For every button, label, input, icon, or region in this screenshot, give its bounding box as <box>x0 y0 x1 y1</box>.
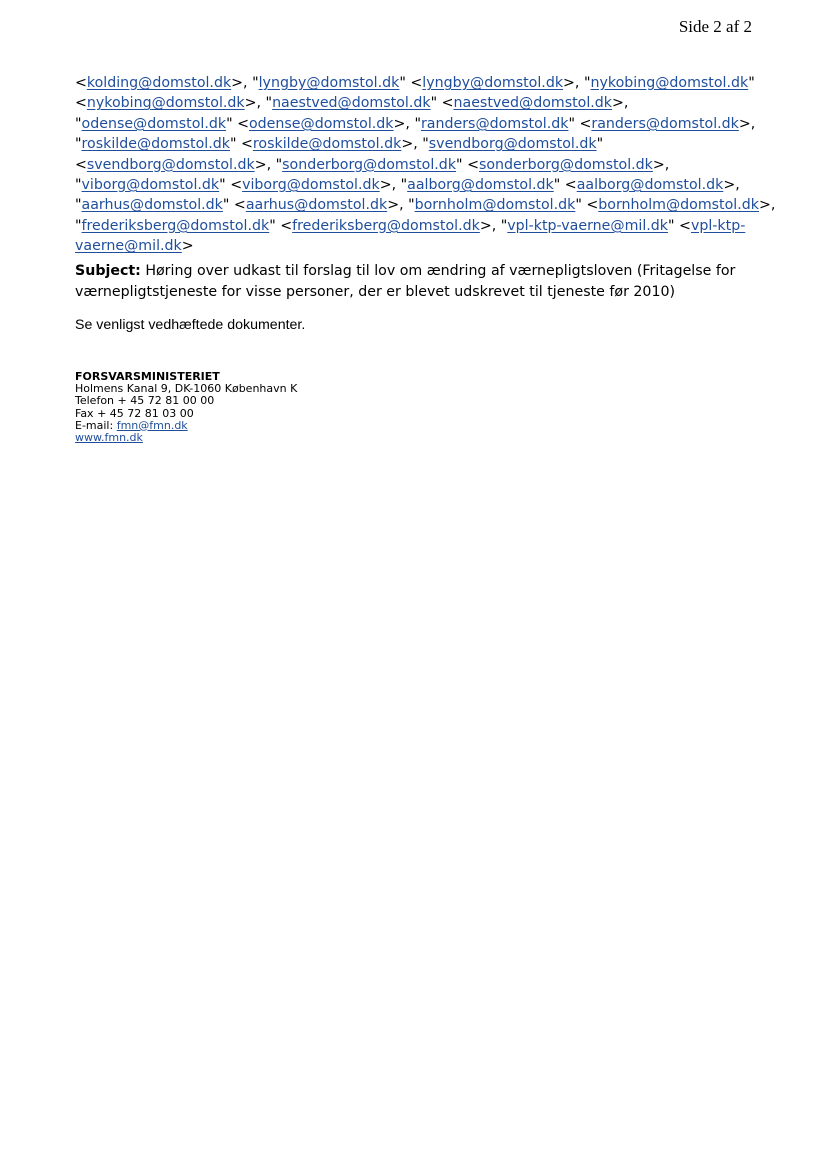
recipient-punctuation: " < <box>568 115 592 132</box>
email-link[interactable]: svendborg@domstol.dk <box>428 136 597 153</box>
email-link[interactable]: odense@domstol.dk <box>249 115 394 132</box>
recipient-punctuation: >, <box>723 176 740 193</box>
email-link[interactable]: frederiksberg@domstol.dk <box>81 217 270 234</box>
recipient-punctuation: " < <box>222 197 246 214</box>
signature-phone: Telefon + 45 72 81 00 00 <box>75 394 215 408</box>
signature-fax: Fax + 45 72 81 03 00 <box>75 406 194 420</box>
email-link[interactable]: vpl-ktp- <box>690 217 746 234</box>
recipient-punctuation: >, " <box>393 115 421 132</box>
recipient-punctuation: > <box>181 238 194 255</box>
email-link[interactable]: viborg@domstol.dk <box>242 176 380 193</box>
recipient-punctuation: >, " <box>254 156 283 173</box>
recipient-line <box>75 155 775 175</box>
page-number: Side 2 af 2 <box>678 17 752 36</box>
recipient-punctuation: " < <box>229 136 253 153</box>
recipient-punctuation: >, " <box>379 176 408 193</box>
recipient-punctuation: >, " <box>244 95 273 112</box>
email-link[interactable]: frederiksberg@domstol.dk <box>292 217 480 234</box>
recipient-punctuation: >, " <box>387 197 415 214</box>
recipient-line <box>75 93 775 113</box>
recipient-punctuation: >, " <box>401 136 429 153</box>
recipient-punctuation: " <box>75 136 82 153</box>
email-link[interactable]: randers@domstol.dk <box>420 115 569 132</box>
subject-text-1: Høring over udkast til forslag til lov om ændring af værnepligtsloven (Fritagelse for <box>140 263 736 279</box>
recipient-punctuation: " < <box>269 217 293 234</box>
subject-text-2: værnepligtstjeneste for visse personer, der er blevet udskrevet til tjeneste før 2010) <box>75 284 676 300</box>
subject-label: Subject: <box>75 263 141 279</box>
email-link[interactable]: odense@domstol.dk <box>81 115 227 132</box>
recipient-punctuation: " <box>596 136 604 153</box>
email-link[interactable]: sonderborg@domstol.dk <box>478 156 653 173</box>
email-link[interactable]: sonderborg@domstol.dk <box>282 156 457 173</box>
signature-block <box>75 371 297 444</box>
recipient-punctuation: >, <box>738 115 756 132</box>
email-link[interactable]: vaerne@mil.dk <box>75 238 182 255</box>
email-link[interactable]: lyngby@domstol.dk <box>258 75 400 91</box>
email-link[interactable]: randers@domstol.dk <box>591 115 739 132</box>
signature-email-link[interactable]: fmn@fmn.dk <box>116 418 188 432</box>
email-link[interactable]: bornholm@domstol.dk <box>598 197 759 214</box>
recipients-list <box>75 73 775 257</box>
email-link[interactable]: aalborg@domstol.dk <box>576 176 724 193</box>
recipient-line <box>75 216 775 236</box>
recipient-line <box>75 73 775 93</box>
recipient-punctuation: " < <box>219 176 243 193</box>
subject-line-1 <box>75 261 775 282</box>
signature-email-label: E-mail: <box>75 418 117 432</box>
email-link[interactable]: nykobing@domstol.dk <box>590 75 749 91</box>
recipient-punctuation: >, <box>652 156 670 173</box>
email-link[interactable]: naestved@domstol.dk <box>272 95 431 112</box>
recipient-punctuation: < <box>75 95 87 112</box>
email-link[interactable]: vpl-ktp-vaerne@mil.dk <box>507 217 669 234</box>
email-link[interactable]: kolding@domstol.dk <box>86 75 232 91</box>
recipient-punctuation: " < <box>668 217 691 234</box>
signature-address: Holmens Kanal 9, DK-1060 København K <box>75 382 298 396</box>
email-link[interactable]: nykobing@domstol.dk <box>86 95 245 112</box>
recipient-punctuation: " <box>748 75 755 91</box>
recipient-line <box>75 114 775 134</box>
email-link[interactable]: roskilde@domstol.dk <box>252 136 402 153</box>
recipient-punctuation: < <box>75 156 87 173</box>
recipient-punctuation: " < <box>553 176 577 193</box>
email-link[interactable]: roskilde@domstol.dk <box>81 136 230 153</box>
email-link[interactable]: naestved@domstol.dk <box>453 95 613 112</box>
recipient-punctuation: " <box>75 115 82 132</box>
email-link[interactable]: aarhus@domstol.dk <box>81 197 223 214</box>
email-link[interactable]: bornholm@domstol.dk <box>414 197 576 214</box>
recipient-punctuation: " < <box>430 95 454 112</box>
recipient-punctuation: " < <box>226 115 249 132</box>
recipient-punctuation: >, " <box>231 75 259 91</box>
recipient-line <box>75 195 775 215</box>
signature-org: FORSVARSMINISTERIET <box>75 370 220 383</box>
signature-website-line <box>75 432 297 444</box>
recipient-punctuation: " <box>75 197 82 214</box>
recipient-punctuation: " <box>75 217 82 234</box>
email-link[interactable]: lyngby@domstol.dk <box>422 75 564 91</box>
recipient-punctuation: >, <box>758 197 776 214</box>
recipient-punctuation: < <box>75 75 87 91</box>
email-link[interactable]: aalborg@domstol.dk <box>407 176 554 193</box>
recipient-line <box>75 236 775 256</box>
recipient-punctuation: " <box>75 176 82 193</box>
subject-block <box>75 261 775 303</box>
email-link[interactable]: viborg@domstol.dk <box>81 176 220 193</box>
signature-website-link[interactable]: www.fmn.dk <box>75 431 143 445</box>
recipient-punctuation: >, " <box>479 217 508 234</box>
recipient-punctuation: " < <box>456 156 479 173</box>
recipient-line <box>75 134 775 154</box>
recipient-punctuation: >, " <box>563 75 591 91</box>
recipient-punctuation: >, <box>612 95 629 112</box>
body-text: Se venligst vedhæftede dokumenter. <box>75 317 306 333</box>
recipient-line <box>75 175 775 195</box>
recipient-punctuation: " < <box>399 75 423 91</box>
recipient-punctuation: " < <box>575 197 599 214</box>
email-link[interactable]: aarhus@domstol.dk <box>245 197 388 214</box>
email-link[interactable]: svendborg@domstol.dk <box>86 156 255 173</box>
